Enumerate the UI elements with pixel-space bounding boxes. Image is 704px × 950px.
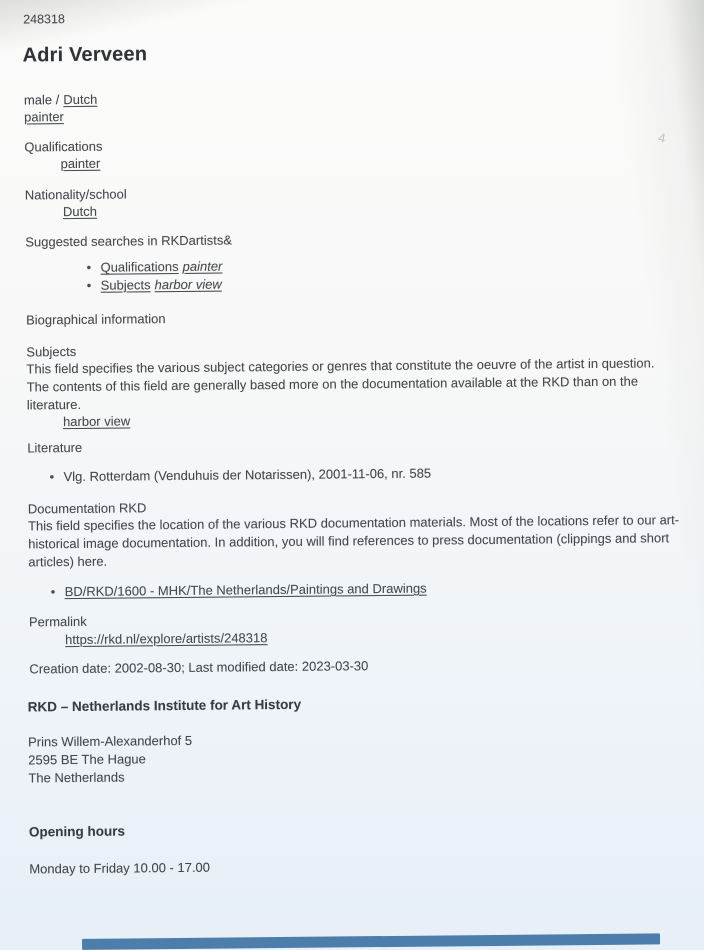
biographical-information-label: Biographical information (25, 311, 166, 328)
profession-link[interactable]: painter (24, 109, 64, 125)
permalink-label: Permalink (28, 613, 87, 630)
suggested-term: harbor view (154, 276, 222, 292)
suggested-search-link-qualifications[interactable] (100, 259, 222, 275)
documentation-item (65, 580, 427, 601)
nationality-value-link[interactable]: Dutch (62, 203, 98, 220)
qualifications-label: Qualifications (24, 138, 103, 155)
suggested-search-item (101, 275, 223, 294)
qualifications-value-link[interactable]: painter (60, 155, 101, 172)
suggested-prefix: Qualifications (100, 258, 179, 275)
literature-label: Literature (27, 439, 83, 456)
documentation-rkd-label: Documentation RKD (27, 500, 147, 517)
record-id: 248318 (23, 12, 65, 27)
literature-item: • Vlg. Rotterdam (Venduhuis der Notarissen), 2001-11-06, nr. 585 (63, 465, 431, 486)
address-line: Prins Willem-Alexanderhof 5 (28, 732, 193, 750)
opening-hours-label: Opening hours (28, 823, 126, 840)
address-line: 2595 BE The Hague (28, 751, 146, 768)
suggested-searches-list (100, 258, 222, 294)
subjects-label: Subjects (26, 343, 77, 360)
pencil-mark: 4 (656, 129, 667, 146)
nationality-link[interactable]: Dutch (63, 91, 98, 108)
gender-nationality-line (24, 91, 98, 110)
nationality-school-label: Nationality/school (24, 186, 127, 203)
documentation-link[interactable]: BD/RKD/1600 - MHK/The Netherlands/Paintings and Drawings (64, 580, 427, 600)
suggested-term: painter (182, 258, 223, 274)
address-line: The Netherlands (28, 769, 125, 786)
footer-bar (82, 933, 660, 950)
organization-name: RKD – Netherlands Institute for Art History (27, 696, 302, 715)
subjects-value-link[interactable]: harbor view (62, 413, 131, 430)
suggested-search-link-subjects[interactable] (101, 276, 222, 292)
documentation-list (65, 580, 427, 601)
permalink-url[interactable]: https://rkd.nl/explore/artists/248318 (65, 630, 268, 648)
opening-hours-value: Monday to Friday 10.00 - 17.00 (29, 859, 211, 877)
suggested-searches-label: Suggested searches in RKDartists& (25, 232, 233, 250)
literature-list (63, 465, 431, 486)
artist-name: Adri Verveen (22, 43, 148, 67)
dates-line: Creation date: 2002-08-30; Last modified date: 2023-03-30 (29, 658, 369, 677)
suggested-search-item (100, 258, 222, 277)
gender-text: male / (23, 92, 60, 108)
subjects-description: This field specifies the various subject categories or genres that constitute the oeuvre of the artist in question. The contents of this field are generally based more on the documentation available at the RKD than on the literature. (26, 355, 655, 413)
address-block (28, 732, 193, 788)
documentation-description: This field specifies the location of the various RKD documentation materials. Most of the locations refer to our art-historical image documentation. In addition, you will find references to press documentation (clippings and short articles) here. (27, 512, 680, 570)
suggested-prefix: Subjects (100, 276, 151, 293)
